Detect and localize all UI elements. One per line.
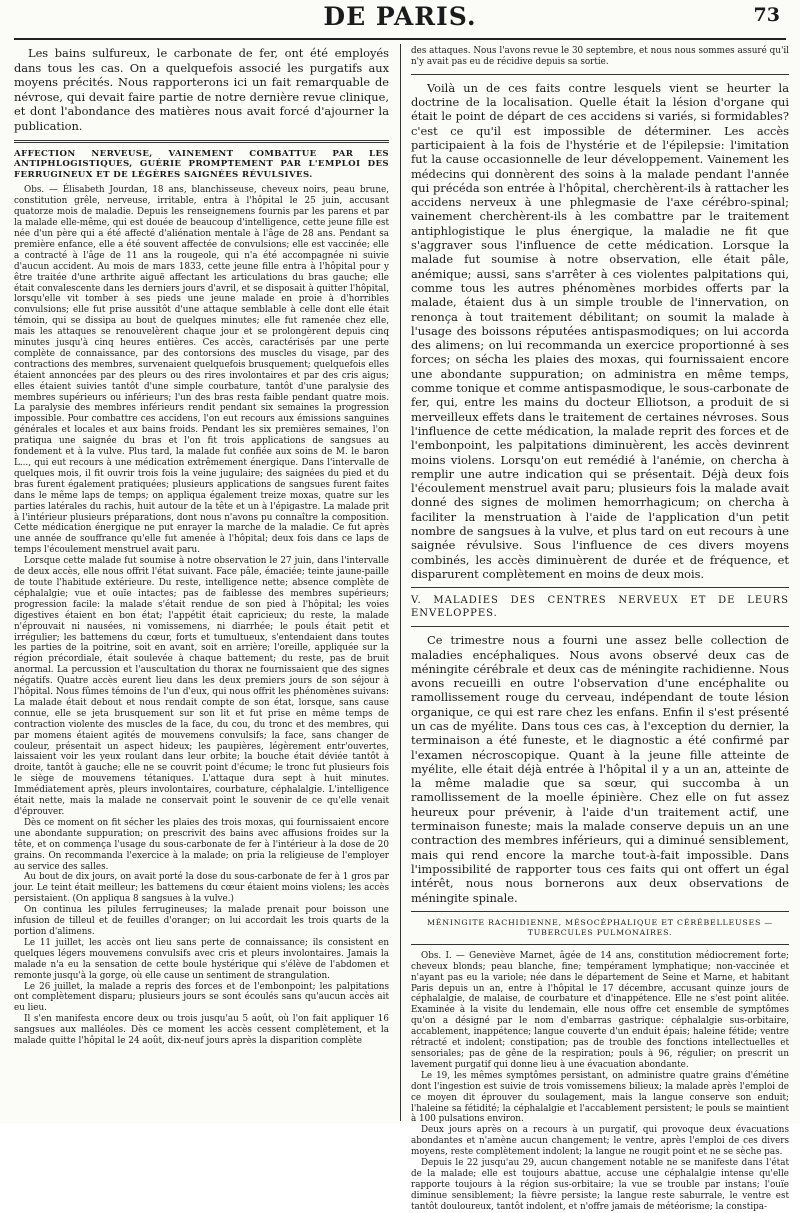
section-intro-paragraph: Ce trimestre nous a fourni une assez belle collection de maladies encéphaliques. Nous avons observé deux cas de méningite cérébrale et deux cas de méningite rachidienne. Nous avons recueilli en outre l'observation d'une encéphalite ou ramollissement rouge du cerveau, indépendant de toute lésion organique, ce qui est rare chez les enfans. Enfin il s'est présenté un cas de myélite. Dans tous ces cas, à l'exception du dernier, la terminaison a été funeste, et le diagnostic a été confirmé par l'examen nécroscopique. Quant à la jeune fille atteinte de myélite, elle était déjà entrée à l'hôpital il y a un an, atteinte de la même maladie que sa sœur, qui succomba à un ramollissement de la moelle épinière. Chez elle on fut assez heureux pour prévenir, à l'aide d'un traitement actif, une terminaison funeste; mais la malade conserve depuis un an une contraction des membres inférieurs, qui a diminué sensiblement, mais qui rend encore la marche tout-à-fait impossible. Dans l'impossibilité de rapporter tous ces faits qui ont offert un égal intérêt, nous nous bornerons aux deux observations de méningite spinale. — [411, 633, 789, 905]
intro-paragraph: Les bains sulfureux, le carbonate de fer, ont été employés dans tous les cas. On a quelquefois associé les purgatifs aux moyens précités. Nous rapporterons ici un fait remarquable de névrose, qui devait faire partie de notre dernière revue clinique, et dont l'abondance des matières nous avait forcé d'ajourner la publication. — [14, 46, 389, 133]
observation-paragraph: Au bout de dix jours, on avait porté la dose du sous-carbonate de fer à 1 gros par jour. Le teint était meilleur; les battemens du cœur étaient moins violens; les accès persistaient. (On appliqua 8 sangsues à la vulve.) — [14, 872, 389, 905]
case-subheading: MÉNINGITE RACHIDIENNE, MÉSOCÉPHALIQUE ET CÉRÉBELLEUSES — TUBERCULES PULMONAIRES. — [427, 917, 773, 937]
section-rule — [411, 587, 789, 588]
section-rule — [411, 911, 789, 912]
section-rule — [14, 140, 389, 143]
observation-paragraph: On continua les pilules ferrugineuses; la malade prenait pour boisson une infusion de tilleul et de feuilles d'oranger; on lui accordait les trois quarts de la portion d'alimens. — [14, 905, 389, 937]
continuation-paragraph: des attaques. Nous l'avons revue le 30 septembre, et nous nous sommes assuré qu'il n'y avait pas eu de récidive depuis sa sortie. — [411, 46, 789, 67]
observation-paragraph: Il s'en manifesta encore deux ou trois jusqu'au 5 août, où l'on fait appliquer 16 sangsues aux malléoles. Dès ce moment les accès cessent complètement, et la malade quitte l'hôpital le 24 août, dix-neuf jours après la disparition complète — [14, 1014, 389, 1047]
section-rule — [411, 944, 789, 945]
page-header — [14, 0, 786, 40]
left-column — [14, 46, 389, 1119]
article-heading: AFFECTION NERVEUSE, VAINEMENT COMBATTUE PAR LES ANTIPHLOGISTIQUES, GUÉRIE PROMPTEMENT PAR L'EMPLOI DES FERRUGINEUX ET DE LÉGÈRES SAIGNÉES RÉVULSIVES. — [14, 148, 389, 180]
section-heading: V. MALADIES DES CENTRES NERVEUX ET DE LEURS ENVELOPPES. — [411, 595, 789, 620]
observation-paragraph: Obs. — Élisabeth Jourdan, 18 ans, blanchisseuse, cheveux noirs, peau brune, constitution grêle, nerveuse, irritable, entra à l'hôpital le 25 juin, accusant quatorze mois de maladie. Depuis les renseignemens fournis par les parens et par la malade elle-même, qui est douée de beaucoup d'intelligence, cette jeune fille est née d'un père qui a été affecté d'aliénation mentale à l'âge de 28 ans. Pendant sa première enfance, elle a été souvent affectée de convulsions; elle est vaccinée; elle a contracté à l'âge de 11 ans la rougeole, qui n'a été accompagnée ni suivie d'aucun accident. Au mois de mars 1833, cette jeune fille entra à l'hôpital pour y être traitée d'une arthrite aiguë affectant les articulations du bras gauche; elle était convalescente dans les derniers jours d'avril, et se disposait à quitter l'hôpital, lorsqu'elle vit tomber à ses pieds une jeune malade en proie à d'horribles convulsions; elle fut prise aussitôt d'une attaque semblable à celle dont elle était témoin, qui se dissipa au bout de quelques minutes; elle fut ramenée chez elle, mais les attaques se renouvelèrent chaque jour et se prolongèrent depuis cinq minutes jusqu'à cinq heures entières. Ces accès, caractérisés par une perte complète de connaissance, par des contorsions des muscles du visage, par des contractions des membres, survenaient quelquefois brusquement; quelquefois elles étaient annoncées par des pleurs ou des rires involontaires et par des cris aigus; elles étaient suivies tantôt d'une simple courbature, tantôt d'une paralysie des membres supérieurs ou inférieurs; l'un des bras resta faible pendant quatre mois. La paralysie des membres inférieurs rendit pendant six semaines la progression impossible. Pour combattre ces accidens, l'on eut recours aux émissions sanguines générales et locales et aux bains froids. Pendant les six premières semaines, l'on pratiqua une saignée du bras et l'on fit trois applications de sangsues au fondement et à la vulve. Plus tard, la malade fut confiée aux soins de M. le baron L..., qui eut recours à une médication extrêmement énergique. Dans l'intervalle de quelques mois, il fit ouvrir trois fois la veine jugulaire; des saignées du pied et du bras furent également pratiquées; plusieurs applications de sangsues furent faites dans le même laps de temps; on appliqua également treize moxas, quatre sur les parties latérales du rachis, huit autour de la tête et un à l'épigastre. La malade prit à l'intérieur plusieurs préparations, dont nous n'avons pu connaître la composition. Cette médication énergique ne put enrayer la marche de la maladie. Ce fut après une année de souffrance qu'elle fut amenée à l'hôpital; deux fois dans ce laps de temps l'écoulement menstruel avait paru. — [14, 185, 389, 556]
commentary-paragraph: Voilà un de ces faits contre lesquels vient se heurter la doctrine de la localisation. Quelle était la lésion d'organe qui était le point de départ de ces accidens si variés, si formidables? c'est ce qu'il est impossible de déterminer. Les accès participaient à la fois de l'hystérie et de l'épilepsie: l'imitation fut la cause occasionnelle de leur développement. Vainement les médecins qui donnèrent des soins à la malade pendant l'année qui précéda son entrée à l'hôpital, cherchèrent-ils à rattacher les accidens nerveux à une phlegmasie de l'axe cérébro-spinal; vainement cherchèrent-ils à les combattre par le traitement antiphlogistique le plus énergique, la maladie ne fit que s'aggraver sous l'influence de cette médication. Lorsque la malade fut soumise à notre observation, elle était pâle, anémique; aussi, sans s'arrêter à ces violentes palpitations qui, comme tous les autres phénomènes morbides offerts par la malade, étaient dus à un simple trouble de l'innervation, on renonça à tout traitement débilitant; on soumit la malade à l'usage des boissons réputées antispasmodiques; on lui accorda des alimens; on lui recommanda un exercice proportionné à ses forces; on sécha les plaies des moxas, qui fournissaient encore une abondante suppuration; on administra en même temps, comme tonique et comme antispasmodique, le sous-carbonate de fer, qui, entre les mains du docteur Elliotson, a produit de si merveilleux effets dans le traitement de certaines névroses. Sous l'influence de cette médication, la malade reprit des forces et de l'embonpoint, les palpitations diminuèrent, les accès devinrent moins violens. Lorsqu'on eut remédié à l'anémie, on chercha à remplir une autre indication qui se présentait. Déjà deux fois l'écoulement menstruel avait paru; plusieurs fois la malade avait donné des signes de molimen hemorrhagicum; on chercha à faciliter la menstruation à l'aide de l'application d'un petit nombre de sangsues à la vulve, et plus tard on eut recours à une saignée révulsive. Sous l'influence de ces divers moyens combinés, les accès diminuèrent de durée et de fréquence, et disparurent complètement en moins de deux mois. — [411, 80, 789, 581]
case-paragraph: Obs. I. — Geneviève Marnet, âgée de 14 ans, constitution médiocrement forte; cheveux blonds; peau blanche, fine; tempérament lymphatique; non-vaccinée et n'ayant pas eu la variole; née dans le département de Seine et Marne, et habitant Paris depuis un an, entre à l'hôpital le 17 décembre, accusant quinze jours de céphalalgie, de malaise, de courbature et d'inappétence. Elle ne s'est point alitée. Examinée à la visite du lendemain, elle nous offre cet ensemble de symptômes qu'on a désigné par le nom d'embarras gastrique: céphalalgie sus-orbitaire, accablement, inappétence; langue couverte d'un enduit épais; haleine fétide; ventre rétracté et indolent; constipation; pas de trouble des fonctions intellectuelles et sensoriales; pas de gêne de la respiration; pouls à 96, régulier; on prescrit un lavement purgatif qui donne lieu à une évacuation abondante. — [411, 950, 789, 1070]
right-column — [411, 46, 789, 1212]
case-paragraph: Depuis le 22 jusqu'au 29, aucun changement notable ne se manifeste dans l'état de la malade; elle est toujours abattue, accuse une céphalalgie intense qu'elle rapporte toujours à la région sus-orbitaire; la vue se trouble par instans; l'ouïe diminue sensiblement; la fièvre persiste; la langue reste saburrale, le ventre est tantôt douloureux, tantôt indolent, et n'offre jamais de météorisme; la constipa- — [411, 1158, 789, 1212]
section-rule — [411, 74, 789, 75]
observation-paragraph: Dès ce moment on fit sécher les plaies des trois moxas, qui fournissaient encore une abondante suppuration; on prescrivit des bains avec affusions froides sur la tête, et on commença l'usage du sous-carbonate de fer à l'intérieur à la dose de 20 grains. On recommanda l'exercice à la malade; on pria la religieuse de l'employer au service des salles. — [14, 817, 389, 872]
observation-paragraph: Le 11 juillet, les accès ont lieu sans perte de connaissance; ils consistent en quelques légers mouvemens convulsifs avec cris et pleurs involontaires. Jamais la malade n'a eu la sensation de cette boule hystérique qui s'élève de l'abdomen et remonte jusqu'à la gorge, où elle cause un sentiment de strangulation. — [14, 937, 389, 981]
section-rule — [411, 626, 789, 627]
observation-paragraph: Le 26 juillet, la malade a repris des forces et de l'embonpoint; les palpitations ont complètement disparu; plusieurs jours se sont écoulés sans qu'aucun accès ait eu lieu. — [14, 981, 389, 1014]
page-number: 73 — [753, 4, 780, 26]
observation-paragraph: Lorsque cette malade fut soumise à notre observation le 27 juin, dans l'intervalle de deux accès, elle nous offrit l'état suivant. Face pâle, émaciée; teinte jaune-paille de toute l'habitude extérieure. Du reste, intelligence nette; absence complète de céphalalgie; vue et ouïe intactes; pas de faiblesse des membres supérieurs; progression facile: la malade s'était rendue de son pied à l'hôpital; les voies digestives étaient en bon état; l'appétit était capricieux; du reste, la malade n'éprouvait ni nausées, ni vomissemens, ni diarrhée; le pouls était petit et irrégulier; les battemens du cœur, forts et tumultueux, s'entendaient dans toutes les parties de la poitrine, soit en avant, soit en arrière; l'oreille, appliquée sur la région précordiale, était soulevée à chaque battement; du reste, pas de bruit anormal. La percussion et l'auscultation du thorax ne fournissaient que des signes négatifs. Quatre accès eurent lieu dans les deux premiers jours de son séjour à l'hôpital. Nous fûmes témoins de l'un d'eux, qui nous offrit les phénomènes suivans: La malade était debout et nous rendait compte de son état, lorsque, sans cause connue, elle se jeta brusquement sur son lit et fut prise en même temps de contraction violente des muscles de la face, du cou, du tronc et des membres, qui par momens étaient agités de mouvemens convulsifs; la face, sans changer de couleur, présentait un aspect hideux; les paupières, légèrement entr'ouvertes, laissaient voir les yeux roulant dans leur orbite; la bouche était déviée tantôt à droite, tantôt à gauche; elle ne se couvrit point d'écume; le tronc fut plusieurs fois le siège de mouvemens tétaniques. L'attaque dura sept à huit minutes. Immédiatement après, pleurs involontaires, courbature, céphalalgie. L'intelligence était nette, mais la malade ne conservait point le souvenir de ce qu'elle venait d'éprouver. — [14, 556, 389, 817]
case-paragraph: Deux jours après on a recours à un purgatif, qui provoque deux évacuations abondantes et n'amène aucun changement; le ventre, après l'emploi de ces divers moyens, reste complètement indolent; la langue ne rougit point et ne se sèche pas. — [411, 1125, 789, 1158]
column-divider — [400, 44, 401, 1121]
case-paragraph: Le 19, les mêmes symptômes persistant, on administre quatre grains d'émétine dont l'ingestion est suivie de trois vomissemens bilieux; la malade après l'emploi de ce moyen dit éprouver du soulagement, mais la langue conserve son enduit; l'haleine sa fétidité; la céphalalgie et l'accablement persistent; le pouls se maintient à 100 pulsations environ. — [411, 1070, 789, 1125]
running-title: DE PARIS. — [323, 2, 477, 31]
